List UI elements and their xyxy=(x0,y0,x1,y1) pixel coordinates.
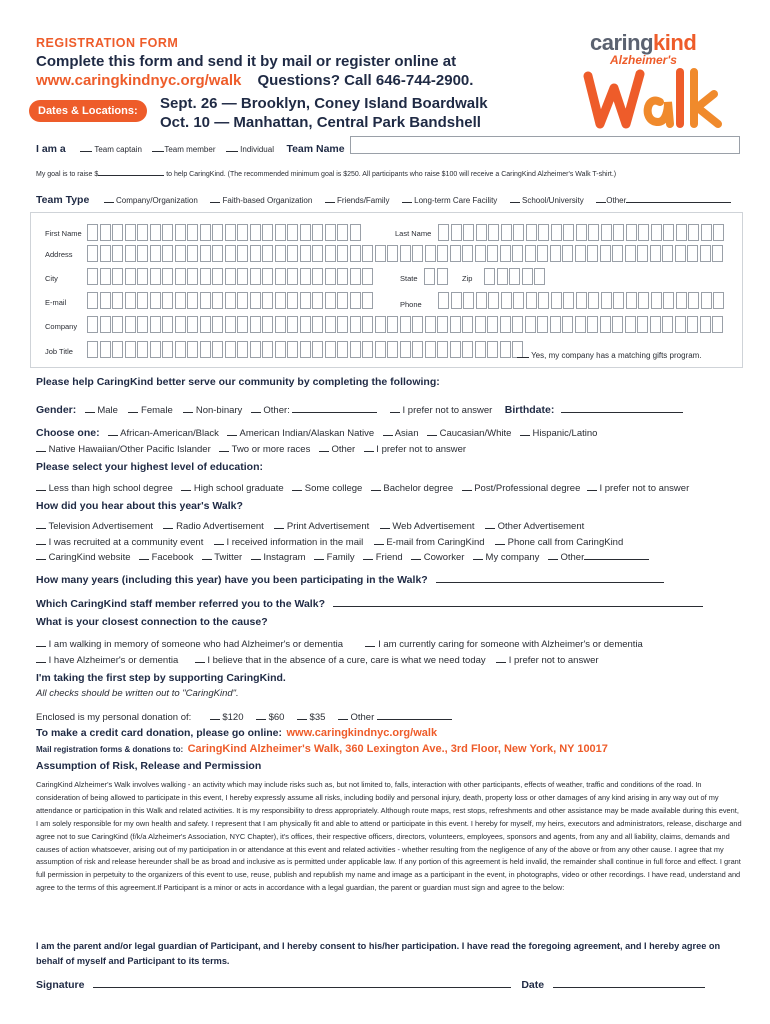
goal-post: to help CaringKind. (The recommended minimum goal is $250. All participants who raise $100 will receive a CaringKind Alzheimer's Walk T-shirt.) xyxy=(166,171,617,178)
opt-hispanic[interactable]: Hispanic/Latino xyxy=(520,428,598,439)
job-title-input[interactable] xyxy=(87,341,525,358)
form-title: REGISTRATION FORM xyxy=(36,36,179,50)
gender-label: Gender: xyxy=(36,404,77,416)
opt-asian[interactable]: Asian xyxy=(383,428,419,439)
opt-race-other[interactable]: Other xyxy=(319,444,355,455)
date-brooklyn: Sept. 26 — Brooklyn, Coney Island Boardwalk xyxy=(160,95,488,112)
opt-in-memory[interactable]: I am walking in memory of someone who had Alzheimer's or dementia xyxy=(36,639,343,650)
opt-hear-other[interactable]: Other xyxy=(548,552,649,563)
questions-text: Questions? Call 646-744-2900. xyxy=(257,72,474,89)
opt-male[interactable]: Male xyxy=(85,405,118,416)
survey-intro: Please help CaringKind better serve our community by completing the following: xyxy=(36,376,440,388)
opt-edu-bachelor[interactable]: Bachelor degree xyxy=(371,483,453,494)
risk-body: CaringKind Alzheimer's Walk involves walking - an activity which may include risks such as, but not limited to, falls, interaction with other participants, effects of weather, traffic and conditions of the road. In consideration of being allowed to participate in this event, I hereby expressly assume all risks, including bodily and personal injury, death, property loss or other damages of any kind arising in any way out of my attendance or participation in this Walk and related activities. It is my responsibility to dress appropriately. Although route maps, rest stops, refreshments and other assistance may be made available during this event, I am solely responsible for my own health and safety. I represent that I am physically fit and able to attend or participate in this event. I hereby for myself, my heirs, executors and administrators, release, discharge and agree not to sue CaringKind (f/k/a Alzheimer's Association, NYC Chapter), it's offices, their respective officers, directors, volunteers, employees, sponsors and agents, from any and all liability, claims, demands and causes of action whatsoever, arising out of my participation in or attendance at this event and related activities - whether resulting from the negligence of any of the above or from any other cause. I agree that my assumption of risk and release hereunder shall be as broad and inclusive as is permitted under applicable law. If any portion of this agreement is held invalid, the remainder shall continue in full force and effect. I grant full permission in perpetuity to the organizers of this event to use, reuse, publish and republish my name and image as a participant in the event, in photographs, video or other recordings. I have read, understand and agree to the terms of this agreement.If Participant is a minor or acts in accordance with a legal guardian, the parent or guardian must sign and agree to the below: xyxy=(36,780,742,893)
opt-race-prefer-not[interactable]: I prefer not to answer xyxy=(364,444,466,455)
zip-input[interactable] xyxy=(484,268,547,285)
last-name-input[interactable] xyxy=(438,224,726,241)
credit-card-label: To make a credit card donation, please go online: xyxy=(36,727,283,739)
opt-twitter[interactable]: Twitter xyxy=(202,552,242,563)
staff-row xyxy=(36,594,703,612)
opt-facebook[interactable]: Facebook xyxy=(139,552,193,563)
date-label: Date xyxy=(521,979,545,991)
opt-two-or-more[interactable]: Two or more races xyxy=(219,444,310,455)
guardian-statement: I am the parent and/or legal guardian of Participant, and I hereby consent to his/her participation. I have read the foregoing agreement, and I hereby agree on behalf of myself and Participant to its terms. xyxy=(36,941,721,966)
opt-web-ad[interactable]: Web Advertisement xyxy=(380,521,475,532)
goal-amount-field[interactable] xyxy=(98,166,164,176)
email-input[interactable] xyxy=(87,292,375,309)
signature-label: Signature xyxy=(36,979,85,991)
opt-conn-prefer-not[interactable]: I prefer not to answer xyxy=(496,655,598,666)
walk-url-link[interactable]: www.caringkindnyc.org/walk xyxy=(36,72,242,89)
opt-phone-caringkind[interactable]: Phone call from CaringKind xyxy=(495,537,623,548)
opt-individual[interactable]: Individual xyxy=(226,145,274,154)
opt-friend[interactable]: Friend xyxy=(363,552,403,563)
opt-other-team[interactable]: Other xyxy=(596,196,731,205)
opt-coworker[interactable]: Coworker xyxy=(411,552,464,563)
header-line2 xyxy=(36,72,473,89)
staff-field[interactable] xyxy=(333,597,703,607)
opt-other-ad[interactable]: Other Advertisement xyxy=(485,521,584,532)
caringkind-walk-logo xyxy=(590,30,740,130)
opt-have-alzheimers[interactable]: I have Alzheimer's or dementia xyxy=(36,655,178,666)
first-name-label: First Name xyxy=(45,229,82,238)
opt-african-american[interactable]: African-American/Black xyxy=(108,428,219,439)
opt-tv-ad[interactable]: Television Advertisement xyxy=(36,521,153,532)
connection-question: What is your closest connection to the cause? xyxy=(36,616,268,628)
opt-school[interactable]: School/University xyxy=(510,196,584,205)
opt-friends-family[interactable]: Friends/Family xyxy=(325,196,390,205)
opt-gender-other[interactable]: Other: xyxy=(251,405,378,416)
opt-edu-prefer-not[interactable]: I prefer not to answer xyxy=(587,483,689,494)
education-question: Please select your highest level of education: xyxy=(36,461,263,473)
zip-label: Zip xyxy=(462,274,473,283)
team-type-label: Team Type xyxy=(36,194,90,206)
opt-website[interactable]: CaringKind website xyxy=(36,552,131,563)
opt-email-caringkind[interactable]: E-mail from CaringKind xyxy=(374,537,485,548)
opt-instagram[interactable]: Instagram xyxy=(251,552,306,563)
credit-card-url-link[interactable]: www.caringkindnyc.org/walk xyxy=(286,727,438,739)
team-name-label: Team Name xyxy=(286,143,345,155)
date-field[interactable] xyxy=(553,978,705,988)
opt-donate-35[interactable]: $35 xyxy=(297,712,326,723)
phone-input[interactable] xyxy=(438,292,726,309)
opt-gender-prefer-not[interactable]: I prefer not to answer xyxy=(390,405,492,416)
company-input[interactable] xyxy=(87,316,725,333)
opt-caucasian[interactable]: Caucasian/White xyxy=(427,428,511,439)
opt-radio-ad[interactable]: Radio Advertisement xyxy=(163,521,263,532)
birthdate-field[interactable] xyxy=(561,403,683,413)
opt-currently-caring[interactable]: I am currently caring for someone with Alzheimer's or dementia xyxy=(365,639,642,650)
education-row xyxy=(36,478,689,496)
dates-locations-badge: Dates & Locations: xyxy=(29,100,147,122)
years-field[interactable] xyxy=(436,573,664,583)
address-input[interactable] xyxy=(87,245,725,262)
address-label: Address xyxy=(45,250,73,259)
staff-question: Which CaringKind staff member referred you to the Walk? xyxy=(36,598,325,610)
risk-heading: Assumption of Risk, Release and Permission xyxy=(36,760,262,772)
opt-edu-less-hs[interactable]: Less than high school degree xyxy=(36,483,173,494)
birthdate-label: Birthdate: xyxy=(504,404,555,416)
walk-script-logo xyxy=(580,66,730,136)
opt-company-org[interactable]: Company/Organization xyxy=(104,196,198,205)
opt-donate-60[interactable]: $60 xyxy=(256,712,285,723)
hear-row-3 xyxy=(36,547,649,565)
logo-sub: Alzheimer's xyxy=(610,53,677,67)
opt-edu-post[interactable]: Post/Professional degree xyxy=(462,483,581,494)
choose-one-label: Choose one: xyxy=(36,427,100,439)
team-type-row xyxy=(36,190,746,208)
gender-row xyxy=(36,400,683,418)
race-row-2 xyxy=(36,439,466,457)
opt-my-company[interactable]: My company xyxy=(473,552,540,563)
city-label: City xyxy=(45,274,58,283)
opt-community-event[interactable]: I was recruited at a community event xyxy=(36,537,203,548)
goal-pre: My goal is to raise $ xyxy=(36,171,99,178)
years-question: How many years (including this year) have you been participating in the Walk? xyxy=(36,574,428,586)
mail-label: Mail registration forms & donations to: xyxy=(36,745,184,754)
connection-row-2 xyxy=(36,650,599,668)
opt-care-need[interactable]: I believe that in the absence of a cure, care is what we need today xyxy=(195,655,486,666)
opt-american-indian[interactable]: American Indian/Alaskan Native xyxy=(227,428,374,439)
logo-brand: caringkind xyxy=(590,30,697,55)
signature-field[interactable] xyxy=(93,978,511,988)
header-line1: Complete this form and send it by mail or register online at xyxy=(36,53,457,70)
enclosed-label: Enclosed is my personal donation of: xyxy=(36,712,192,723)
team-name-input[interactable] xyxy=(350,136,740,154)
company-label: Company xyxy=(45,322,78,331)
opt-team-member[interactable]: Team member xyxy=(152,145,215,154)
opt-mail-info[interactable]: I received information in the mail xyxy=(214,537,363,548)
signature-row xyxy=(36,975,705,993)
date-manhattan: Oct. 10 — Manhattan, Central Park Bandshell xyxy=(160,114,481,131)
state-label: State xyxy=(400,274,418,283)
hear-question: How did you hear about this year's Walk? xyxy=(36,500,243,512)
opt-edu-hs[interactable]: High school graduate xyxy=(181,483,283,494)
job-title-label: Job Title xyxy=(45,347,73,356)
phone-label: Phone xyxy=(400,300,422,309)
city-input[interactable] xyxy=(87,268,375,285)
years-row xyxy=(36,570,664,588)
opt-faith-based[interactable]: Faith-based Organization xyxy=(210,196,312,205)
opt-family[interactable]: Family xyxy=(314,552,355,563)
first-name-input[interactable] xyxy=(87,224,362,241)
state-input[interactable] xyxy=(424,268,449,285)
matching-gifts-option[interactable]: Yes, my company has a matching gifts program. xyxy=(517,348,702,360)
donation-heading: I'm taking the first step by supporting CaringKind. xyxy=(36,672,286,684)
opt-female[interactable]: Female xyxy=(128,405,172,416)
opt-team-captain[interactable]: Team captain xyxy=(80,145,142,154)
opt-donate-other[interactable]: Other xyxy=(338,712,452,723)
last-name-label: Last Name xyxy=(395,229,432,238)
i-am-a-label: I am a xyxy=(36,143,66,155)
opt-long-term-care[interactable]: Long-term Care Facility xyxy=(402,196,497,205)
mail-row xyxy=(36,739,608,757)
opt-print-ad[interactable]: Print Advertisement xyxy=(274,521,369,532)
goal-row xyxy=(36,166,616,178)
opt-edu-some-college[interactable]: Some college xyxy=(292,483,362,494)
opt-donate-120[interactable]: $120 xyxy=(210,712,244,723)
email-label: E-mail xyxy=(45,298,67,307)
mail-address: CaringKind Alzheimer's Walk, 360 Lexington Ave., 3rd Floor, New York, NY 10017 xyxy=(187,743,608,755)
opt-nonbinary[interactable]: Non-binary xyxy=(183,405,242,416)
checks-note: All checks should be written out to "CaringKind". xyxy=(36,688,239,699)
opt-native-hawaiian[interactable]: Native Hawaiian/Other Pacific Islander xyxy=(36,444,211,455)
